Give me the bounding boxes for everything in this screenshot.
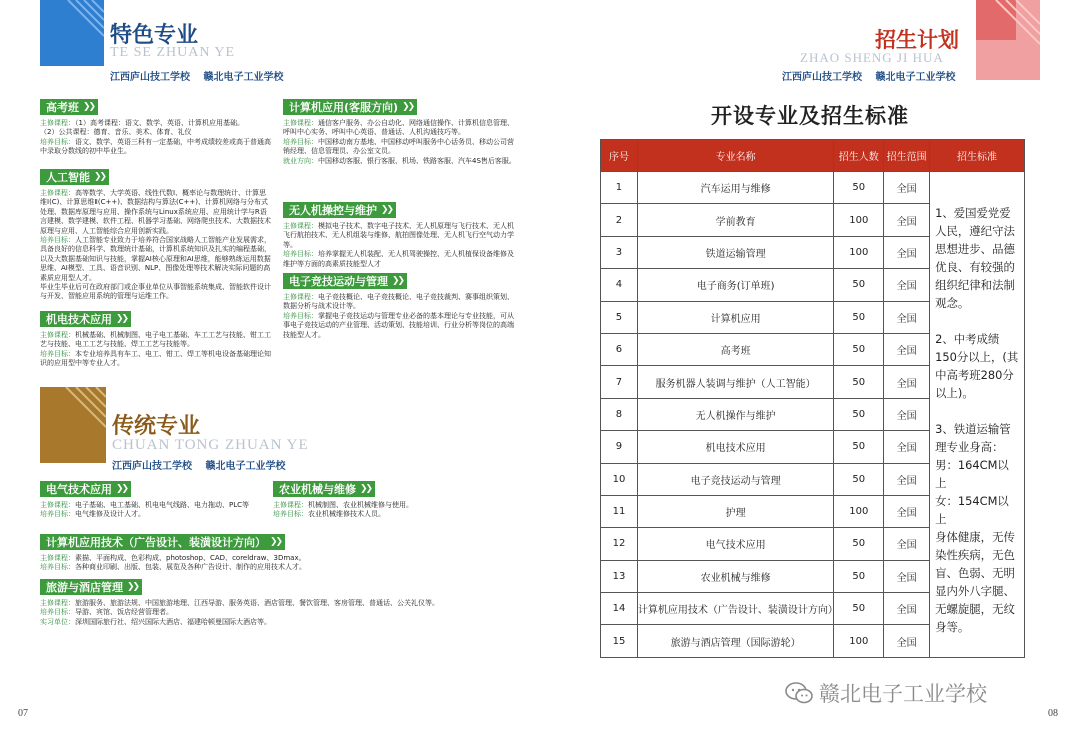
section-title-bar xyxy=(273,481,375,497)
row-index: 10 xyxy=(601,463,638,495)
watermark xyxy=(785,678,987,708)
section-title-bar xyxy=(283,273,407,289)
section-body: 主修课程：机械基础、机械制图、电子电工基础、车工工艺与技能、钳工工艺与技能、电工工艺与技能、焊工工艺与技能等。 培养目标：本专业培养具有车工、电工、钳工、焊工等机电设备基础理论知识的应用型中等专业人才。 xyxy=(40,331,271,368)
section-title: 电气技术应用 xyxy=(46,483,112,496)
row-count: 50 xyxy=(834,593,884,625)
row-index: 3 xyxy=(601,236,638,268)
section-body: 主修课程：电子基础、电工基础、机电电气线路、电力拖动、PLC等 培养目标：电气维修及设计人才。 xyxy=(40,501,250,519)
row-count: 50 xyxy=(834,463,884,495)
enrollment-table xyxy=(600,139,1025,658)
header-standard: 招生标准 xyxy=(930,140,1025,172)
table-row xyxy=(601,172,1025,204)
section-gaokao xyxy=(40,96,272,157)
row-scope: 全国 xyxy=(884,463,930,495)
row-index: 6 xyxy=(601,333,638,365)
row-scope: 全国 xyxy=(884,172,930,204)
table-body xyxy=(601,172,1025,658)
chevron-right-icon: ❯❯ xyxy=(127,582,139,592)
row-scope: 全国 xyxy=(884,236,930,268)
row-index: 13 xyxy=(601,560,638,592)
row-scope: 全国 xyxy=(884,333,930,365)
left-page-schools: 江西庐山技工学校 赣北电子工业学校 xyxy=(110,72,284,83)
section-title: 旅游与酒店管理 xyxy=(46,581,123,594)
section-title-bar xyxy=(283,99,417,115)
row-major: 无人机操作与维护 xyxy=(637,398,833,430)
section-title: 电子竞技运动与管理 xyxy=(289,275,388,288)
row-major: 汽车运用与维修 xyxy=(637,172,833,204)
section-body: 主修课程：模拟电子技术、数字电子技术、无人机原理与飞行技术、无人机飞行航拍技术、无人机组装与维修、航拍图像处理、无人机飞行空气动力学等。 培养目标：培养掌握无人机装配、无人机驾驶操控、无人机植保设备维修及维护等方面的高素质技能型人才 xyxy=(283,222,514,268)
section-title: 高考班 xyxy=(46,101,79,114)
row-count: 50 xyxy=(834,172,884,204)
row-scope: 全国 xyxy=(884,269,930,301)
table-header-row xyxy=(601,140,1025,172)
section-ai xyxy=(40,166,272,302)
section-title-bar xyxy=(283,202,396,218)
chevron-right-icon: ❯❯ xyxy=(270,537,282,547)
table-title: 开设专业及招生标准 xyxy=(711,103,909,128)
header-scope: 招生范围 xyxy=(884,140,930,172)
row-index: 15 xyxy=(601,625,638,657)
row-count: 50 xyxy=(834,431,884,463)
row-count: 50 xyxy=(834,560,884,592)
row-count: 50 xyxy=(834,366,884,398)
wechat-icon xyxy=(785,682,813,704)
row-index: 4 xyxy=(601,269,638,301)
row-major: 旅游与酒店管理（国际游轮） xyxy=(637,625,833,657)
row-count: 100 xyxy=(834,236,884,268)
row-major: 高考班 xyxy=(637,333,833,365)
row-major: 农业机械与维修 xyxy=(637,560,833,592)
section-title-bar xyxy=(40,99,98,115)
row-index: 12 xyxy=(601,528,638,560)
header-count: 招生人数 xyxy=(834,140,884,172)
row-major: 电子商务(订单班) xyxy=(637,269,833,301)
row-count: 100 xyxy=(834,204,884,236)
traditional-title: 传统专业 xyxy=(112,413,201,439)
blue-stripes-decoration xyxy=(62,0,104,66)
section-title: 无人机操控与维护 xyxy=(289,204,377,217)
row-major: 计算机应用 xyxy=(637,301,833,333)
chevron-right-icon: ❯❯ xyxy=(116,484,128,494)
row-scope: 全国 xyxy=(884,593,930,625)
row-index: 8 xyxy=(601,398,638,430)
row-major: 服务机器人装调与维护（人工智能） xyxy=(637,366,833,398)
row-index: 5 xyxy=(601,301,638,333)
section-title: 农业机械与维修 xyxy=(279,483,356,496)
section-customer-service xyxy=(283,96,518,166)
section-mech xyxy=(40,308,272,369)
section-title-bar xyxy=(40,579,142,595)
row-count: 100 xyxy=(834,495,884,527)
left-page-pinyin: TE SE ZHUAN YE xyxy=(110,45,236,60)
section-hotel xyxy=(40,576,460,627)
chevron-right-icon: ❯❯ xyxy=(392,276,404,286)
row-index: 7 xyxy=(601,366,638,398)
brown-stripes-decoration xyxy=(62,387,106,463)
row-scope: 全国 xyxy=(884,560,930,592)
chevron-right-icon: ❯❯ xyxy=(360,484,372,494)
chevron-right-icon: ❯❯ xyxy=(83,102,95,112)
section-title-bar xyxy=(40,169,109,185)
row-major: 计算机应用技术（广告设计、装潢设计方向） xyxy=(637,593,833,625)
row-count: 50 xyxy=(834,398,884,430)
traditional-pinyin: CHUAN TONG ZHUAN YE xyxy=(112,437,309,453)
row-count: 50 xyxy=(834,528,884,560)
section-body: 主修课程：电子竞技概论、电子竞技概论、电子竞技裁判、赛事组织策划、数据分析与战术设计等。 培养目标：掌握电子竞技运动与管理专业必备的基本理论与专业技能，可从事电子竞技运动的产业管理、活动策划、技能培训、行业分析等岗位的高端技能型人才。 xyxy=(283,293,514,339)
row-index: 1 xyxy=(601,172,638,204)
row-scope: 全国 xyxy=(884,301,930,333)
section-body: 主修课程：机械制图、农业机械维修与使用。 培养目标：农业机械维修技术人员。 xyxy=(273,501,413,519)
section-body: 主修课程：（1）高考课程：语文、数学、英语、计算机应用基础。 （2）公共课程：德育、音乐、美术、体育、礼仪 培养目标：语文、数学、英语三科有一定基础，中考成绩较差或高于普通高中录取分数线的初中毕业生。 xyxy=(40,119,271,156)
row-major: 电气技术应用 xyxy=(637,528,833,560)
section-electrical xyxy=(40,478,270,520)
page-number-left: 07 xyxy=(18,708,28,719)
row-index: 2 xyxy=(601,204,638,236)
row-major: 电子竞技运动与管理 xyxy=(637,463,833,495)
section-title: 机电技术应用 xyxy=(46,313,112,326)
row-scope: 全国 xyxy=(884,398,930,430)
row-count: 50 xyxy=(834,301,884,333)
right-page-schools: 江西庐山技工学校 赣北电子工业学校 xyxy=(782,72,956,83)
row-major: 护理 xyxy=(637,495,833,527)
watermark-text: 赣北电子工业学校 xyxy=(819,682,987,706)
row-scope: 全国 xyxy=(884,431,930,463)
row-major: 铁道运输管理 xyxy=(637,236,833,268)
right-page-title: 招生计划 xyxy=(875,27,959,52)
row-index: 9 xyxy=(601,431,638,463)
section-title: 计算机应用(客服方向) xyxy=(289,101,399,114)
chevron-right-icon: ❯❯ xyxy=(381,205,393,215)
section-title: 人工智能 xyxy=(46,171,90,184)
section-title-bar xyxy=(40,481,131,497)
section-title: 计算机应用技术（广告设计、装潢设计方向） xyxy=(46,536,266,549)
row-index: 14 xyxy=(601,593,638,625)
row-index: 11 xyxy=(601,495,638,527)
row-scope: 全国 xyxy=(884,204,930,236)
left-page-title: 特色专业 xyxy=(110,22,199,48)
section-body: 主修课程：素描、平面构成、色彩构成、photoshop、CAD、coreldraw、3Dmax。 培养目标：各种商业印刷、出版、包装、展览及各种广告设计、制作的应用技术人才。 xyxy=(40,554,306,572)
row-scope: 全国 xyxy=(884,528,930,560)
right-page-pinyin: ZHAO SHENG JI HUA xyxy=(800,50,944,65)
section-drone xyxy=(283,199,518,269)
row-major: 机电技术应用 xyxy=(637,431,833,463)
section-esports xyxy=(283,270,518,340)
section-title-bar xyxy=(40,534,285,550)
traditional-schools: 江西庐山技工学校 赣北电子工业学校 xyxy=(112,461,286,472)
chevron-right-icon: ❯❯ xyxy=(116,314,128,324)
section-body: 主修课程：高等数学、大学英语、线性代数Ⅰ、概率论与数理统计、计算思维Ⅰ(C)、计算思维Ⅱ(C++)、数据结构与算法(C++)、计算机网络与分布式处理、数据库原理与应用、操作系统与Linux系统应用、应用统计学与R语言建模、数学建模、软件工程、机器学习基础、网络爬虫技术、大数据技术原理与应用、人工智能综合应用创新实践。 培养目标：人工智能专业致力于培养符合国家战略人工智能产业发展需求，具备良好的信息科学、数理统计基础，计算机系统知识及扎实的编程基础，以及大数据基础知识与技能，掌握AI核心原理和AI思维，能够熟练运用数据思维、AI模型、工具、语音识别、NLP、图像处理等技术解决实际问题的高素质应用型人才。 毕业生毕业后可在政府部门或企事业单位从事智能系统集成、智能软件设计与开发、智能应用系统的管理与运维工作。 xyxy=(40,189,271,301)
admission-standard-cell: 1、爱国爱党爱人民，遵纪守法思想进步、品德优良、有较强的组织纪律和法制观念。 2、中考成绩150分以上，(其中高考班280分以上)。 3、铁道运输管理专业身高： 男：164CM以上 女：154CM以上 身体健康，无传染性疾病，无色盲、色弱、无明显内外八字腿、无螺旋腿，无纹身等。 xyxy=(930,172,1025,658)
row-major: 学前教育 xyxy=(637,204,833,236)
header-index: 序号 xyxy=(601,140,638,172)
red-stripes-decoration xyxy=(976,0,1040,80)
chevron-right-icon: ❯❯ xyxy=(94,172,106,182)
section-design xyxy=(40,531,460,573)
row-count: 100 xyxy=(834,625,884,657)
row-scope: 全国 xyxy=(884,625,930,657)
page-number-right: 08 xyxy=(1048,708,1058,719)
row-scope: 全国 xyxy=(884,366,930,398)
section-title-bar xyxy=(40,311,131,327)
section-agri xyxy=(273,478,473,520)
chevron-right-icon: ❯❯ xyxy=(402,102,414,112)
header-major: 专业名称 xyxy=(637,140,833,172)
section-body: 主修课程：旅游服务、旅游法规、中国旅游地理、江西导游、服务英语、酒店管理、餐饮管理、客房管理、普通话、公关礼仪等。 培养目标：导游、宾馆、饭店经营管理者。 实习单位：深圳国际旅行社、绍兴国际大酒店、福建哈顿曼国际大酒店等。 xyxy=(40,599,439,626)
row-count: 50 xyxy=(834,333,884,365)
section-body: 主修课程：通信客户服务、办公自动化、网络通信操作、计算机信息管理、呼叫中心实务、呼叫中心英语、普通话、人机沟通技巧等。 培养目标：中国移动南方基地、中国移动呼叫服务中心话务员、移动公司营销经理、信息管理员、办公室文员。 就业方向：中国移动客服、银行客服、机场、铁路客服、汽车4S售后客服。 xyxy=(283,119,516,165)
row-count: 50 xyxy=(834,269,884,301)
row-scope: 全国 xyxy=(884,495,930,527)
